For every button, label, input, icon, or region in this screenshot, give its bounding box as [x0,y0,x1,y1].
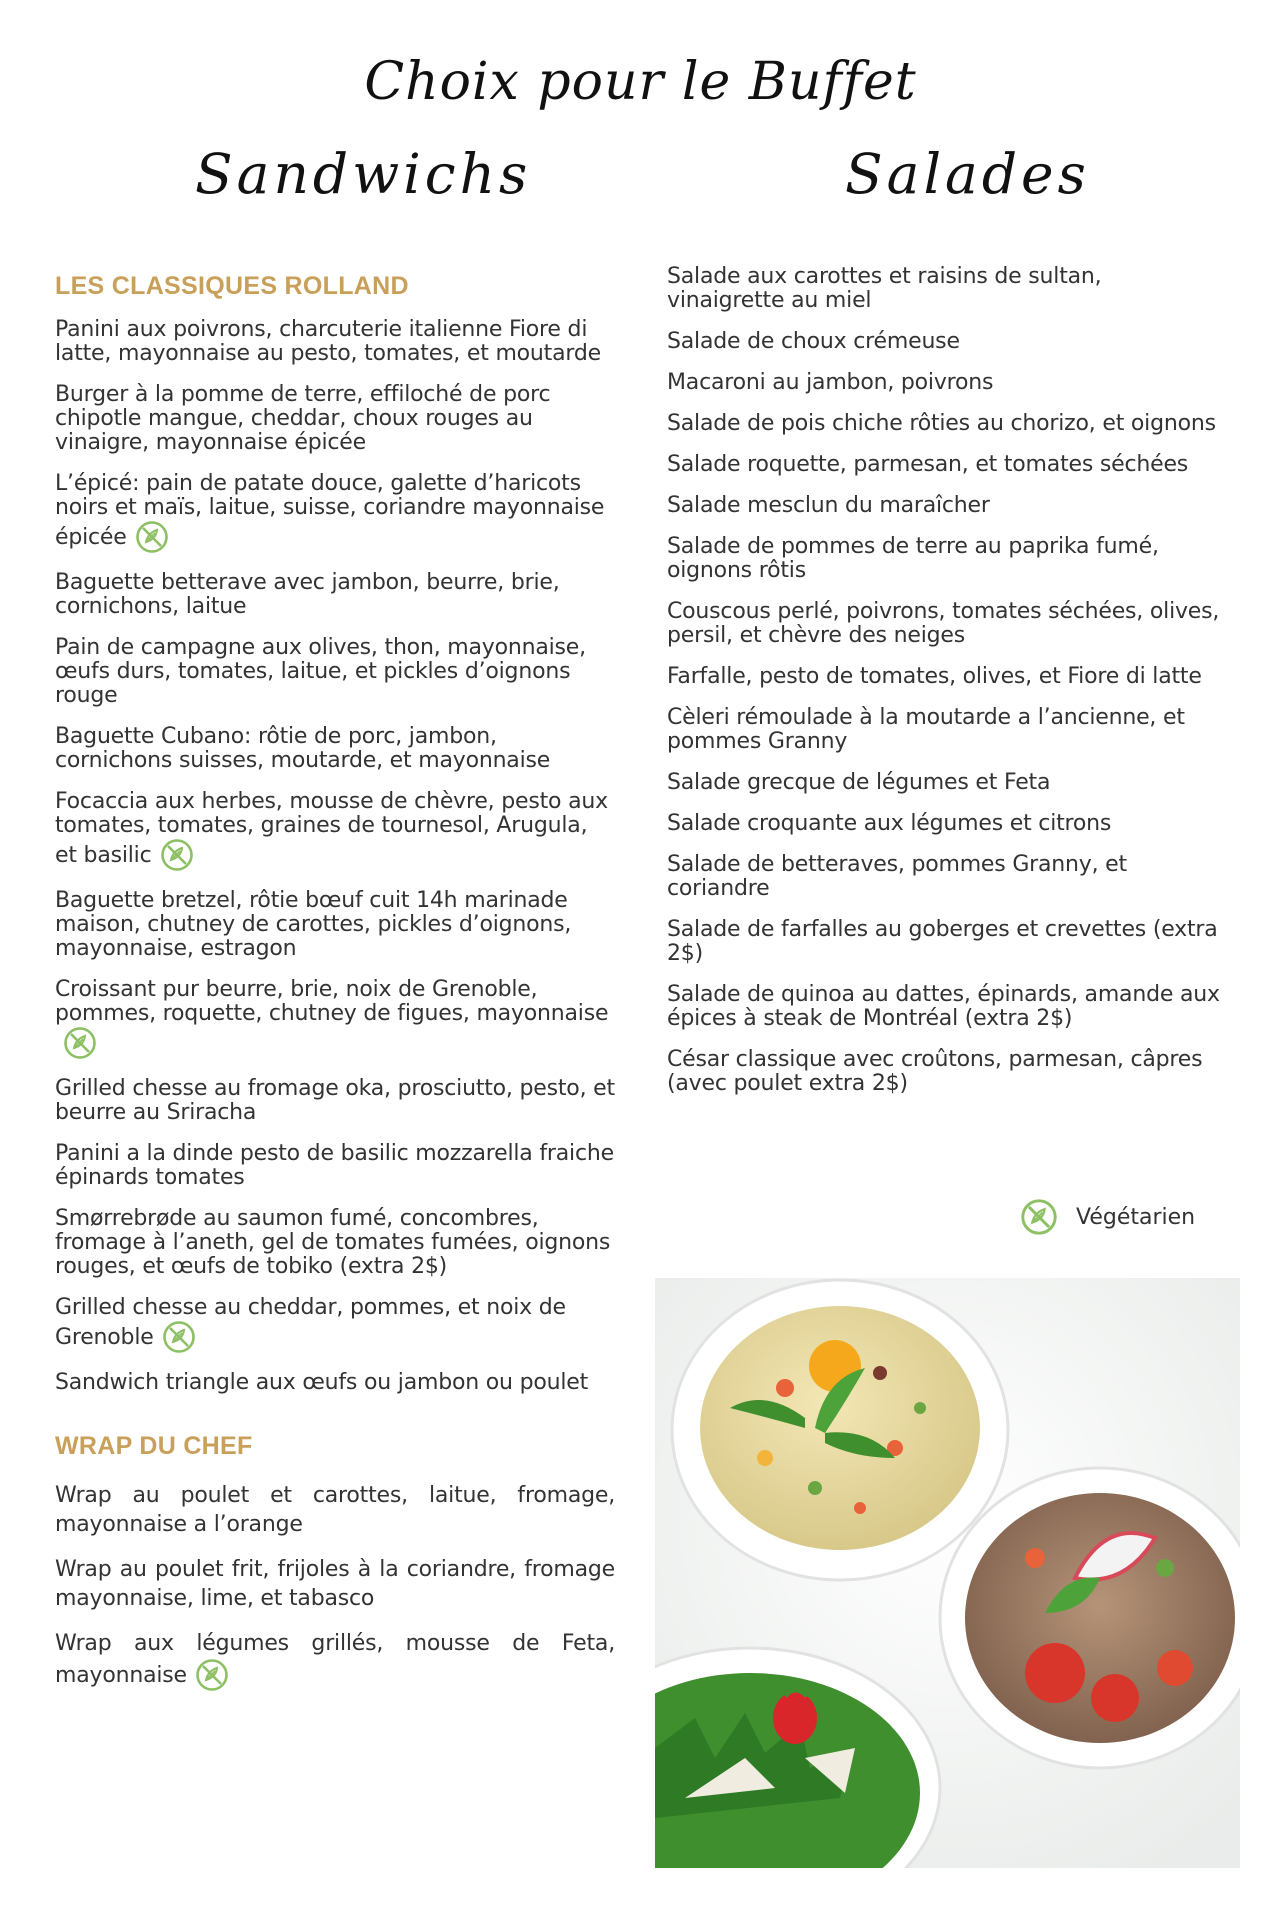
list-item-text: Salade de choux crémeuse [667,329,960,354]
list-item-text: Couscous perlé, poivrons, tomates séchées, olives, persil, et chèvre des neiges [667,599,1220,648]
list-item-text: Wrap au poulet frit, frijoles à la coriandre, fromage mayonnaise, lime, et tabasco [55,1557,615,1611]
list-item-text: Salade de betteraves, pommes Granny, et coriandre [667,852,1127,901]
vegetarian-icon [195,1658,229,1692]
vegetarian-icon [160,838,194,872]
list-item [667,706,1225,754]
list-item-text: L’épicé: pain de patate douce, galette d’haricots noirs et maïs, laitue, suisse, coriandre mayonnaise épicée [55,471,605,550]
list-item [55,472,615,554]
list-item [667,412,1225,436]
list-item [667,1048,1225,1096]
vegetarian-icon [1020,1198,1058,1236]
list-item-text: Salade aux carottes et raisins de sultan, vinaigrette au miel [667,264,1102,313]
list-item-text: Salade roquette, parmesan, et tomates séchées [667,452,1189,477]
list-item [667,853,1225,901]
list-item-text: Wrap aux légumes grillés, mousse de Feta, mayonnaise [55,1631,615,1688]
classiques-title: LES CLASSIQUES ROLLAND [55,272,409,300]
list-item-text: Salade grecque de légumes et Feta [667,770,1051,795]
vegetarian-icon [162,1320,196,1354]
list-item-text: Salade de pois chiche rôties au chorizo, et oignons [667,411,1216,436]
list-item-text: Macaroni au jambon, poivrons [667,370,994,395]
list-item [55,725,615,773]
vegetarian-icon [63,1026,97,1060]
list-item [55,1296,615,1354]
list-item-text: Baguette Cubano: rôtie de porc, jambon, cornichons suisses, moutarde, et mayonnaise [55,724,551,773]
list-item-text: Salade de quinoa au dattes, épinards, amande aux épices à steak de Montréal (extra 2$) [667,982,1220,1031]
list-item-text: Burger à la pomme de terre, effiloché de porc chipotle mangue, cheddar, choux rouges au vinaigre, mayonnaise épicée [55,382,551,455]
list-item-text: Smørrebrøde au saumon fumé, concombres, fromage à l’aneth, gel de tomates fumées, oignons rouges, et œufs de tobiko (extra 2$) [55,1206,611,1279]
list-item-text: Baguette betterave avec jambon, beurre, brie, cornichons, laitue [55,570,560,619]
vegetarian-legend [1020,1198,1195,1236]
list-item-text: Baguette bretzel, rôtie bœuf cuit 14h marinade maison, chutney de carottes, pickles d’oignons, mayonnaise, estragon [55,888,572,961]
list-item-text: Wrap au poulet et carottes, laitue, fromage, mayonnaise a l’orange [55,1483,615,1537]
list-item [55,1555,615,1613]
list-item [667,771,1225,795]
list-item-text: Sandwich triangle aux œufs ou jambon ou poulet [55,1370,589,1395]
list-item-text: Grilled chesse au fromage oka, prosciutto, pesto, et beurre au Sriracha [55,1076,615,1125]
list-item-text: Grilled chesse au cheddar, pommes, et noix de Grenoble [55,1295,566,1350]
list-item [667,453,1225,477]
list-item [667,265,1225,313]
list-item-text: Farfalle, pesto de tomates, olives, et Fiore di latte [667,664,1202,689]
list-item-text: César classique avec croûtons, parmesan, câpres (avec poulet extra 2$) [667,1047,1203,1096]
list-item-text: Pain de campagne aux olives, thon, mayonnaise, œufs durs, tomates, laitue, et pickles d’oignons rouge [55,635,586,708]
list-item-text: Salade de pommes de terre au paprika fumé, oignons rôtis [667,534,1159,583]
list-item [55,571,615,619]
classiques-list [55,318,615,1412]
list-item [667,600,1225,648]
list-item-text: Panini a la dinde pesto de basilic mozzarella fraiche épinards tomates [55,1141,614,1190]
list-item-text: Salade croquante aux légumes et citrons [667,811,1112,836]
salades-heading: Salades [845,142,1090,206]
list-item [55,1629,615,1692]
list-item-text: Cèleri rémoulade à la moutarde a l’ancienne, et pommes Granny [667,705,1185,754]
wrap-title: WRAP DU CHEF [55,1432,253,1460]
vegetarian-icon [135,520,169,554]
list-item [667,494,1225,518]
list-item [667,983,1225,1031]
list-item [55,636,615,708]
salades-list [667,265,1225,1113]
list-item [667,371,1225,395]
list-item [55,790,615,872]
list-item-text: Panini aux poivrons, charcuterie italienne Fiore di latte, mayonnaise au pesto, tomates, et moutarde [55,317,601,366]
vegetarian-legend-label: Végétarien [1076,1204,1196,1230]
list-item-text: Salade mesclun du maraîcher [667,493,990,518]
list-item-text: Croissant pur beurre, brie, noix de Grenoble, pommes, roquette, chutney de figues, mayonnaise [55,977,609,1026]
list-item [55,978,615,1060]
list-item [55,889,615,961]
salad-bowls-photo [655,1278,1240,1868]
wrap-list [55,1481,615,1708]
list-item [55,383,615,455]
list-item [55,318,615,366]
sandwichs-heading: Sandwichs [195,142,532,206]
list-item [55,1142,615,1190]
list-item [667,330,1225,354]
list-item [667,535,1225,583]
list-item [55,1371,615,1395]
list-item [55,1207,615,1279]
list-item-text: Focaccia aux herbes, mousse de chèvre, pesto aux tomates, tomates, graines de tournesol, Arugula, et basilic [55,789,608,868]
list-item [55,1077,615,1125]
page-title: Choix pour le Buffet [364,52,917,112]
list-item [667,918,1225,966]
list-item-text: Salade de farfalles au goberges et crevettes (extra 2$) [667,917,1218,966]
list-item [667,665,1225,689]
list-item [667,812,1225,836]
list-item [55,1481,615,1539]
